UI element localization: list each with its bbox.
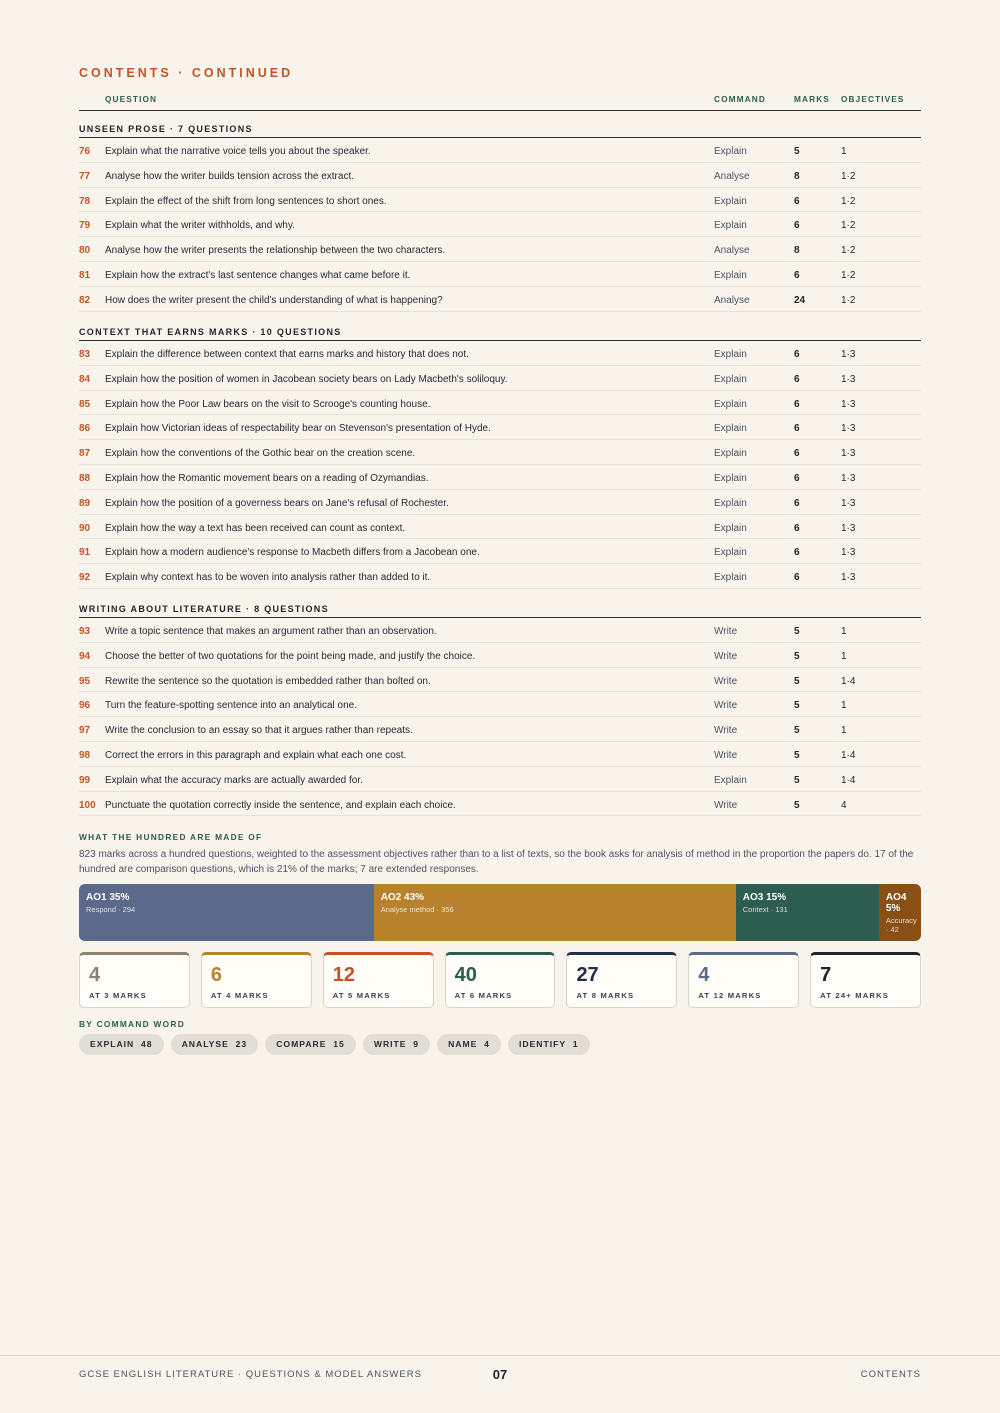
marks-value: 6 <box>794 349 800 360</box>
question-text: How does the writer present the child's understanding of what is happening? <box>105 294 443 306</box>
objective-segment <box>79 884 374 941</box>
table-row <box>79 717 921 742</box>
question-number: 83 <box>79 349 91 360</box>
question-number: 90 <box>79 522 91 534</box>
table-row <box>79 212 921 237</box>
marks-value: 6 <box>794 547 800 559</box>
mark-count-card <box>810 952 921 1008</box>
question-number: 76 <box>79 146 91 157</box>
marks-value: 6 <box>794 220 800 232</box>
command-pill: EXPLAIN 48 <box>79 1034 164 1055</box>
marks-value: 5 <box>794 725 800 737</box>
objective-segment <box>736 884 879 941</box>
column-question: QUESTION <box>105 94 158 104</box>
marks-value: 5 <box>794 799 800 811</box>
command-word: Write <box>714 700 738 712</box>
question-text: Turn the feature-spotting sentence into an analytical one. <box>105 700 358 712</box>
objectives-value: 1·3 <box>841 522 856 534</box>
question-text: Correct the errors in this paragraph and explain what each one cost. <box>105 749 407 761</box>
mark-count-card <box>688 952 799 1008</box>
objective-label: AO3 15% <box>742 892 787 903</box>
table-row <box>79 262 921 287</box>
command-word: Write <box>714 799 738 811</box>
question-number: 97 <box>79 725 91 737</box>
marks-value: 6 <box>794 472 800 484</box>
objectives-value: 1·3 <box>841 572 856 584</box>
objectives-value: 1·3 <box>841 497 856 509</box>
question-number: 92 <box>79 572 91 584</box>
section-writing <box>79 595 921 816</box>
question-number: 99 <box>79 774 91 786</box>
question-number: 78 <box>79 195 91 207</box>
table-row <box>79 341 921 366</box>
marks-value: 5 <box>794 749 800 761</box>
mark-count-value: 12 <box>332 964 355 986</box>
question-text: Explain what the narrative voice tells you about the speaker. <box>105 146 371 157</box>
objectives-value: 1·2 <box>841 269 856 281</box>
mark-count-value: 40 <box>454 964 477 986</box>
objective-detail: Respond · 294 <box>86 905 136 914</box>
objectives-value: 1·4 <box>841 774 856 786</box>
question-number: 85 <box>79 398 91 410</box>
marks-value: 5 <box>794 675 800 687</box>
objective-segment <box>374 884 736 941</box>
objectives-value: 1·3 <box>841 472 856 484</box>
question-text: Explain why context has to be woven into analysis rather than added to it. <box>105 572 431 584</box>
table-row <box>79 237 921 262</box>
table-row <box>79 490 921 515</box>
objective-label: AO2 43% <box>380 892 425 903</box>
marks-value: 5 <box>794 700 800 712</box>
table-row <box>79 618 921 643</box>
question-text: Analyse how the writer presents the relationship between the two characters. <box>105 245 446 257</box>
table-row <box>79 767 921 792</box>
question-number: 93 <box>79 626 91 637</box>
summary-text: 823 marks across a hundred questions, weighted to the assessment objectives rather than to a list of texts, so the book asks for analysis of method in the proportion the papers do. 17 of the hundred are comparison questions, which is 21% of the marks; 7 are extended responses. <box>79 849 914 875</box>
command-word: Explain <box>714 398 747 410</box>
command-word: Explain <box>714 547 747 559</box>
objectives-value: 1·2 <box>841 195 856 207</box>
page-number: 07 <box>492 1367 508 1382</box>
mark-count-value: 6 <box>210 964 222 986</box>
command-word: Explain <box>714 522 747 534</box>
question-text: Explain how the Romantic movement bears on a reading of Ozymandias. <box>105 472 429 484</box>
mark-count-card <box>445 952 556 1008</box>
table-row <box>79 792 921 817</box>
column-headers <box>79 94 921 111</box>
table-row <box>79 366 921 391</box>
objectives-value: 1 <box>841 650 847 662</box>
table-row <box>79 692 921 717</box>
marks-value: 24 <box>794 294 806 306</box>
command-word: Write <box>714 675 738 687</box>
command-word: Write <box>714 749 738 761</box>
mark-count-label: AT 8 MARKS <box>576 991 635 1000</box>
mark-count-card <box>566 952 677 1008</box>
command-word: Explain <box>714 423 747 435</box>
mark-count-card <box>323 952 434 1008</box>
command-heading: BY COMMAND WORD <box>79 1019 185 1029</box>
question-number: 98 <box>79 749 91 761</box>
command-word: Explain <box>714 195 747 207</box>
footer-divider <box>0 1355 1000 1356</box>
objectives-value: 1 <box>841 146 847 157</box>
question-text: Explain what the writer withholds, and why. <box>105 220 295 232</box>
objectives-value: 1·3 <box>841 373 856 385</box>
marks-value: 5 <box>794 650 800 662</box>
objectives-value: 1·2 <box>841 245 856 257</box>
marks-value: 6 <box>794 522 800 534</box>
marks-value: 6 <box>794 423 800 435</box>
question-text: Analyse how the writer builds tension across the extract. <box>105 170 355 182</box>
section-heading: WRITING ABOUT LITERATURE · 8 QUESTIONS <box>79 595 921 618</box>
marks-value: 6 <box>794 572 800 584</box>
column-objectives: OBJECTIVES <box>841 94 905 104</box>
marks-value: 8 <box>794 245 800 257</box>
command-word: Explain <box>714 774 747 786</box>
question-text: Explain what the accuracy marks are actually awarded for. <box>105 774 363 786</box>
command-pill: NAME 4 <box>437 1034 501 1055</box>
command-word: Explain <box>714 448 747 460</box>
marks-value: 6 <box>794 195 800 207</box>
command-word: Analyse <box>714 245 750 257</box>
question-text: Explain how the conventions of the Gothic bear on the creation scene. <box>105 448 416 460</box>
question-number: 95 <box>79 675 91 687</box>
command-pill: WRITE 9 <box>363 1034 430 1055</box>
mark-count-value: 27 <box>576 964 599 986</box>
question-number: 82 <box>79 294 91 306</box>
question-text: Explain the effect of the shift from long sentences to short ones. <box>105 195 387 207</box>
question-number: 80 <box>79 245 91 257</box>
objectives-value: 1·4 <box>841 675 856 687</box>
column-command: COMMAND <box>714 94 766 104</box>
objective-label: AO1 35% <box>86 892 130 903</box>
question-number: 88 <box>79 472 91 484</box>
question-number: 86 <box>79 423 91 435</box>
command-word: Write <box>714 725 738 737</box>
question-text: Explain the difference between context that earns marks and history that does not. <box>105 349 469 360</box>
mark-count-label: AT 4 MARKS <box>210 991 269 1000</box>
mark-count-label: AT 24+ MARKS <box>820 991 890 1000</box>
objectives-value: 1 <box>841 626 847 637</box>
command-word: Explain <box>714 373 747 385</box>
marks-value: 5 <box>794 626 800 637</box>
table-row <box>79 515 921 540</box>
question-number: 89 <box>79 497 91 509</box>
mark-count-label: AT 12 MARKS <box>698 991 762 1000</box>
command-word: Write <box>714 626 738 637</box>
question-number: 87 <box>79 448 91 460</box>
objectives-value: 1·3 <box>841 349 856 360</box>
table-row <box>79 742 921 767</box>
question-text: Explain how Victorian ideas of respectability bear on Stevenson's presentation of Hyde. <box>105 423 491 435</box>
objective-label: AO4 5% <box>885 892 907 914</box>
question-text: Explain how the Poor Law bears on the visit to Scrooge's counting house. <box>105 398 431 410</box>
question-number: 91 <box>79 547 91 559</box>
mark-count-label: AT 6 MARKS <box>454 991 513 1000</box>
command-word: Explain <box>714 146 747 157</box>
table-row <box>79 643 921 668</box>
question-text: Explain how the position of a governess bears on Jane's refusal of Rochester. <box>105 497 449 509</box>
table-row <box>79 539 921 564</box>
objective-detail: Accuracy · 42 <box>885 916 917 934</box>
table-row <box>79 668 921 693</box>
objective-segment <box>879 884 921 941</box>
mark-count-value: 4 <box>89 964 101 986</box>
command-word: Explain <box>714 349 747 360</box>
marks-value: 6 <box>794 448 800 460</box>
question-text: Explain how the way a text has been received can count as context. <box>105 522 406 534</box>
command-word: Explain <box>714 572 747 584</box>
objectives-value: 1 <box>841 700 847 712</box>
question-text: Write a topic sentence that makes an argument rather than an observation. <box>105 626 437 637</box>
question-number: 94 <box>79 650 91 662</box>
objectives-value: 1·3 <box>841 398 856 410</box>
marks-value: 8 <box>794 170 800 182</box>
marks-value: 5 <box>794 774 800 786</box>
question-text: Write the conclusion to an essay so that it argues rather than repeats. <box>105 725 413 737</box>
footer-section: CONTENTS <box>860 1369 921 1380</box>
objectives-value: 1·2 <box>841 294 856 306</box>
question-text: Explain how the position of women in Jacobean society bears on Lady Macbeth's soliloquy. <box>105 373 508 385</box>
objectives-value: 1·3 <box>841 448 856 460</box>
question-number: 96 <box>79 700 91 712</box>
question-text: Explain how the extract's last sentence changes what came before it. <box>105 269 411 281</box>
command-pill: ANALYSE 23 <box>171 1034 259 1055</box>
command-word: Analyse <box>714 170 750 182</box>
section-heading: CONTEXT THAT EARNS MARKS · 10 QUESTIONS <box>79 318 921 341</box>
mark-count-value: 4 <box>698 964 710 986</box>
objectives-value: 1 <box>841 725 847 737</box>
table-row <box>79 138 921 163</box>
objectives-value: 1·3 <box>841 423 856 435</box>
question-number: 77 <box>79 170 91 182</box>
objectives-bar <box>79 884 921 941</box>
table-row <box>79 163 921 188</box>
marks-value: 5 <box>794 146 800 157</box>
question-number: 84 <box>79 373 91 385</box>
mark-count-card <box>201 952 312 1008</box>
objective-detail: Analyse method · 356 <box>380 905 454 914</box>
question-text: Explain how a modern audience's response to Macbeth differs from a Jacobean one. <box>105 547 480 559</box>
table-row <box>79 465 921 490</box>
command-word: Explain <box>714 497 747 509</box>
page-title: CONTENTS · CONTINUED <box>79 66 294 80</box>
command-pills <box>79 1034 590 1055</box>
section-context <box>79 318 921 589</box>
mark-count-value: 7 <box>820 964 832 986</box>
column-marks: MARKS <box>794 94 830 104</box>
question-text: Choose the better of two quotations for the point being made, and justify the choice. <box>105 650 476 662</box>
table-row <box>79 391 921 416</box>
mark-count-cards <box>79 952 921 1008</box>
table-row <box>79 287 921 312</box>
section-heading: UNSEEN PROSE · 7 QUESTIONS <box>79 115 921 138</box>
table-row <box>79 188 921 213</box>
mark-count-label: AT 3 MARKS <box>89 991 147 1000</box>
command-word: Explain <box>714 220 747 232</box>
table-row <box>79 440 921 465</box>
question-text: Punctuate the quotation correctly inside the sentence, and explain each choice. <box>105 799 456 811</box>
objectives-value: 4 <box>841 799 847 811</box>
command-word: Write <box>714 650 738 662</box>
command-pill: COMPARE 15 <box>265 1034 356 1055</box>
objectives-value: 1·3 <box>841 547 856 559</box>
footer-book-title: GCSE ENGLISH LITERATURE · QUESTIONS & MODEL ANSWERS <box>79 1369 422 1380</box>
question-number: 100 <box>79 799 96 811</box>
objectives-value: 1·4 <box>841 749 856 761</box>
objectives-value: 1·2 <box>841 220 856 232</box>
marks-value: 6 <box>794 398 800 410</box>
table-row <box>79 415 921 440</box>
mark-count-label: AT 5 MARKS <box>332 991 391 1000</box>
command-word: Explain <box>714 269 747 281</box>
command-word: Explain <box>714 472 747 484</box>
marks-value: 6 <box>794 373 800 385</box>
mark-count-card <box>79 952 190 1008</box>
table-row <box>79 564 921 589</box>
marks-value: 6 <box>794 497 800 509</box>
objective-detail: Context · 131 <box>742 905 788 914</box>
command-word: Analyse <box>714 294 750 306</box>
question-number: 79 <box>79 220 91 232</box>
marks-value: 6 <box>794 269 800 281</box>
question-text: Rewrite the sentence so the quotation is embedded rather than bolted on. <box>105 675 431 687</box>
command-pill: IDENTIFY 1 <box>508 1034 590 1055</box>
objectives-value: 1·2 <box>841 170 856 182</box>
summary-heading: WHAT THE HUNDRED ARE MADE OF <box>79 832 263 842</box>
section-unseen-prose <box>79 115 921 312</box>
question-number: 81 <box>79 269 91 281</box>
